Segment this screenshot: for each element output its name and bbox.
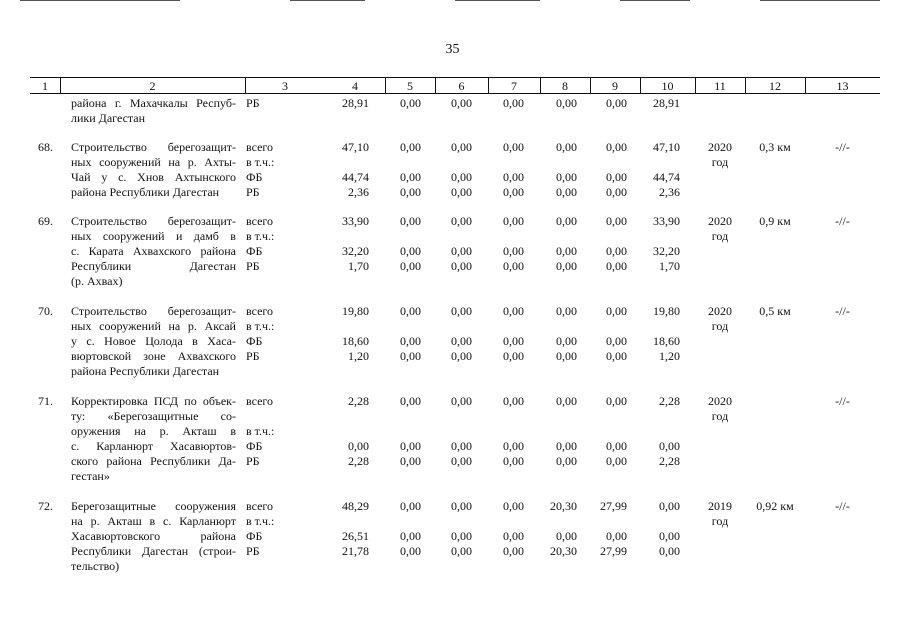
source-label: ФБ bbox=[246, 439, 263, 453]
value-col-8: 0,00 bbox=[556, 214, 577, 228]
object-name-word: с. bbox=[118, 170, 127, 184]
object-name-line bbox=[71, 499, 236, 514]
object-name-line bbox=[71, 424, 236, 439]
object-name-word: Дагестан bbox=[141, 544, 189, 558]
value-col-7: 0,00 bbox=[503, 544, 524, 558]
header-top-rule bbox=[30, 77, 880, 78]
source-label: в т.ч.: bbox=[246, 319, 275, 333]
object-name-word: Ахвахского bbox=[132, 244, 192, 258]
completion-year: год bbox=[711, 514, 729, 528]
object-name-word: Карата bbox=[88, 244, 124, 258]
scan-edge-line bbox=[290, 0, 365, 1]
completion-year: 2020 bbox=[708, 394, 732, 408]
source-label: в т.ч.: bbox=[246, 229, 275, 243]
completion-year: 2020 bbox=[708, 214, 732, 228]
source-label: РБ bbox=[246, 544, 260, 558]
value-col-6: 0,00 bbox=[451, 304, 472, 318]
object-name-word: г. bbox=[114, 96, 122, 110]
ditto-mark: -//- bbox=[835, 304, 850, 318]
completion-year: год bbox=[711, 409, 729, 423]
object-name-word: в bbox=[230, 424, 236, 438]
object-name-word: Хнов bbox=[137, 170, 164, 184]
value-col-8: 0,00 bbox=[556, 96, 577, 110]
completion-year: 2020 bbox=[708, 140, 732, 154]
completion-year: 2019 bbox=[708, 499, 732, 513]
object-name-word: р. bbox=[90, 514, 100, 528]
value-col-10: 0,00 bbox=[659, 544, 680, 558]
object-name-word: Строительство bbox=[71, 304, 147, 318]
object-name-word: ского bbox=[71, 454, 99, 468]
object-name-word: с. bbox=[71, 439, 80, 453]
object-name-word: Карланюрт bbox=[179, 514, 236, 528]
header-column-separator bbox=[60, 77, 61, 93]
object-name-word: по bbox=[184, 394, 197, 408]
object-name-line bbox=[71, 244, 236, 259]
column-header-11: 11 bbox=[714, 79, 726, 93]
object-name-word: на bbox=[71, 514, 83, 528]
value-col-9: 0,00 bbox=[606, 304, 627, 318]
value-col-10: 28,91 bbox=[653, 96, 680, 110]
object-name-word: Хаса- bbox=[207, 334, 236, 348]
source-label: всего bbox=[246, 499, 274, 513]
source-label: РБ bbox=[246, 96, 260, 110]
value-col-5: 0,00 bbox=[400, 214, 421, 228]
column-header-13: 13 bbox=[836, 79, 849, 93]
value-col-7: 0,00 bbox=[503, 244, 524, 258]
ditto-mark: -//- bbox=[835, 499, 850, 513]
source-label: РБ bbox=[246, 185, 260, 199]
object-name-line: тельство) bbox=[71, 559, 120, 573]
object-name-word: вюртовской bbox=[71, 349, 132, 363]
object-name-word: на bbox=[168, 155, 181, 169]
object-name-word: ных bbox=[71, 155, 92, 169]
value-col-7: 0,00 bbox=[503, 454, 524, 468]
object-name-word: сооружений bbox=[99, 155, 161, 169]
object-name-word: р. bbox=[187, 319, 197, 333]
source-label: РБ bbox=[246, 454, 260, 468]
object-name-word: (строи- bbox=[198, 544, 236, 558]
object-name-line: лики Дагестан bbox=[71, 111, 146, 125]
column-header-8: 8 bbox=[562, 79, 568, 93]
value-col-10: 44,74 bbox=[653, 170, 680, 184]
scan-edge-line bbox=[455, 0, 540, 1]
value-col-9: 27,99 bbox=[600, 499, 627, 513]
value-col-10: 0,00 bbox=[659, 439, 680, 453]
source-label: РБ bbox=[246, 259, 260, 273]
object-name-line bbox=[71, 214, 236, 229]
value-col-5: 0,00 bbox=[400, 544, 421, 558]
object-name-word: Ахвахского bbox=[177, 349, 236, 363]
object-name-line bbox=[71, 544, 236, 559]
column-header-4: 4 bbox=[352, 79, 358, 93]
value-col-4: 2,28 bbox=[348, 454, 369, 468]
row-number: 69. bbox=[38, 214, 53, 228]
column-header-12: 12 bbox=[769, 79, 781, 93]
object-name-word: Республики bbox=[150, 454, 211, 468]
value-col-5: 0,00 bbox=[400, 349, 421, 363]
value-col-7: 0,00 bbox=[503, 529, 524, 543]
value-col-6: 0,00 bbox=[451, 96, 472, 110]
object-name-line bbox=[71, 349, 236, 364]
object-name-word: района bbox=[200, 529, 236, 543]
object-name-word: и bbox=[175, 229, 183, 243]
value-col-7: 0,00 bbox=[503, 170, 524, 184]
value-col-9: 0,00 bbox=[606, 334, 627, 348]
value-col-8: 0,00 bbox=[556, 334, 577, 348]
value-col-9: 0,00 bbox=[606, 214, 627, 228]
value-col-7: 0,00 bbox=[503, 185, 524, 199]
header-column-separator bbox=[805, 77, 806, 93]
value-col-10: 47,10 bbox=[653, 140, 680, 154]
value-col-9: 0,00 bbox=[606, 394, 627, 408]
scan-edge-line bbox=[760, 0, 880, 1]
column-header-10: 10 bbox=[661, 79, 674, 93]
value-col-9: 0,00 bbox=[606, 140, 627, 154]
source-label: ФБ bbox=[246, 334, 263, 348]
object-name-word: района bbox=[200, 244, 236, 258]
header-bottom-rule bbox=[30, 93, 880, 94]
value-col-5: 0,00 bbox=[400, 140, 421, 154]
object-name-line bbox=[71, 259, 236, 274]
value-col-4: 1,70 bbox=[348, 259, 369, 273]
ditto-mark: -//- bbox=[835, 214, 850, 228]
row-number: 70. bbox=[38, 304, 53, 318]
object-name-word: Чай bbox=[71, 170, 91, 184]
ditto-mark: -//- bbox=[835, 394, 850, 408]
value-col-10: 1,20 bbox=[659, 349, 680, 363]
object-name-word: ных bbox=[71, 229, 92, 243]
source-label: всего bbox=[246, 304, 274, 318]
ditto-mark: -//- bbox=[835, 140, 850, 154]
object-name-word: на bbox=[168, 319, 181, 333]
capacity-value: 0,92 км bbox=[756, 499, 794, 513]
value-col-6: 0,00 bbox=[451, 499, 472, 513]
object-name-line bbox=[71, 229, 236, 244]
object-name-word: Ахтынского bbox=[174, 170, 236, 184]
object-name-line bbox=[71, 96, 236, 111]
header-column-separator bbox=[640, 77, 641, 93]
row-number: 71. bbox=[38, 394, 53, 408]
value-col-7: 0,00 bbox=[503, 140, 524, 154]
value-col-6: 0,00 bbox=[451, 140, 472, 154]
value-col-7: 0,00 bbox=[503, 96, 524, 110]
value-col-5: 0,00 bbox=[400, 96, 421, 110]
value-col-4: 26,51 bbox=[342, 529, 369, 543]
value-col-10: 0,00 bbox=[659, 499, 680, 513]
value-col-5: 0,00 bbox=[400, 244, 421, 258]
object-name-word: Республики bbox=[71, 259, 132, 273]
value-col-6: 0,00 bbox=[451, 259, 472, 273]
column-header-5: 5 bbox=[407, 79, 413, 93]
value-col-6: 0,00 bbox=[451, 454, 472, 468]
value-col-8: 0,00 bbox=[556, 529, 577, 543]
column-header-7: 7 bbox=[511, 79, 517, 93]
object-name-word: «Берегозащитные bbox=[107, 409, 199, 423]
column-header-1: 1 bbox=[42, 79, 48, 93]
object-name-word: с. bbox=[163, 514, 172, 528]
value-col-10: 33,90 bbox=[653, 214, 680, 228]
value-col-6: 0,00 bbox=[451, 349, 472, 363]
column-header-9: 9 bbox=[612, 79, 618, 93]
value-col-6: 0,00 bbox=[451, 244, 472, 258]
value-col-5: 0,00 bbox=[400, 259, 421, 273]
object-name-line bbox=[71, 454, 236, 469]
object-name-line bbox=[71, 394, 236, 409]
value-col-4: 18,60 bbox=[342, 334, 369, 348]
value-col-6: 0,00 bbox=[451, 544, 472, 558]
value-col-4: 28,91 bbox=[342, 96, 369, 110]
value-col-9: 0,00 bbox=[606, 170, 627, 184]
object-name-word: Махачкалы bbox=[129, 96, 188, 110]
value-col-6: 0,00 bbox=[451, 214, 472, 228]
object-name-word: района bbox=[71, 96, 107, 110]
object-name-word: Респуб- bbox=[196, 96, 236, 110]
source-label: ФБ bbox=[246, 529, 263, 543]
source-label: всего bbox=[246, 140, 274, 154]
value-col-9: 0,00 bbox=[606, 96, 627, 110]
object-name-line: гестан» bbox=[71, 469, 110, 483]
value-col-5: 0,00 bbox=[400, 185, 421, 199]
value-col-5: 0,00 bbox=[400, 304, 421, 318]
value-col-4: 21,78 bbox=[342, 544, 369, 558]
value-col-4: 48,29 bbox=[342, 499, 369, 513]
capacity-value: 0,5 км bbox=[759, 304, 791, 318]
object-name-word: в bbox=[149, 514, 156, 528]
object-name-word: со- bbox=[220, 409, 236, 423]
value-col-4: 2,36 bbox=[348, 185, 369, 199]
object-name-word: объек- bbox=[202, 394, 236, 408]
object-name-line: района Республики Дагестан bbox=[71, 185, 220, 199]
object-name-word: у bbox=[71, 334, 77, 348]
value-col-5: 0,00 bbox=[400, 439, 421, 453]
object-name-word: оружения bbox=[71, 424, 121, 438]
value-col-6: 0,00 bbox=[451, 529, 472, 543]
value-col-9: 0,00 bbox=[606, 349, 627, 363]
object-name-word: в bbox=[192, 334, 198, 348]
object-name-word: Акташ bbox=[107, 514, 142, 528]
header-column-separator bbox=[435, 77, 436, 93]
value-col-10: 32,20 bbox=[653, 244, 680, 258]
source-label: ФБ bbox=[246, 244, 263, 258]
object-name-word: р. bbox=[159, 424, 169, 438]
value-col-7: 0,00 bbox=[503, 394, 524, 408]
object-name-word: дамб bbox=[193, 229, 219, 243]
capacity-value: 0,3 км bbox=[759, 140, 791, 154]
column-header-2: 2 bbox=[149, 79, 156, 93]
object-name-word: Новое bbox=[104, 334, 136, 348]
value-col-5: 0,00 bbox=[400, 454, 421, 468]
source-label: всего bbox=[246, 214, 274, 228]
value-col-9: 0,00 bbox=[606, 259, 627, 273]
source-label: в т.ч.: bbox=[246, 155, 275, 169]
object-name-word: Строительство bbox=[71, 140, 147, 154]
object-name-word: Республики bbox=[71, 544, 132, 558]
value-col-9: 0,00 bbox=[606, 185, 627, 199]
value-col-10: 2,28 bbox=[659, 394, 680, 408]
object-name-word: сооружения bbox=[175, 499, 236, 513]
object-name-line: района Республики Дагестан bbox=[71, 364, 220, 378]
header-column-separator bbox=[245, 77, 246, 93]
object-name-word: зоне bbox=[143, 349, 166, 363]
value-col-10: 18,60 bbox=[653, 334, 680, 348]
object-name-word: Ахты- bbox=[204, 155, 236, 169]
object-name-word: на bbox=[134, 424, 146, 438]
object-name-word: Берегозащитные bbox=[71, 499, 156, 513]
header-column-separator bbox=[695, 77, 696, 93]
value-col-8: 0,00 bbox=[556, 304, 577, 318]
header-column-separator bbox=[590, 77, 591, 93]
column-header-6: 6 bbox=[458, 79, 465, 93]
value-col-10: 1,70 bbox=[659, 259, 680, 273]
value-col-4: 33,90 bbox=[342, 214, 369, 228]
object-name-word: Хасавюртов- bbox=[169, 439, 236, 453]
object-name-line bbox=[71, 334, 236, 349]
object-name-word: Дагестан bbox=[189, 259, 236, 273]
object-name-word: у bbox=[101, 170, 108, 184]
object-name-word: берегозащит- bbox=[167, 214, 236, 228]
value-col-8: 20,30 bbox=[550, 544, 577, 558]
object-name-line: (р. Ахвах) bbox=[71, 274, 123, 288]
value-col-4: 32,20 bbox=[342, 244, 369, 258]
source-label: ФБ bbox=[246, 170, 263, 184]
object-name-word: Аксай bbox=[204, 319, 236, 333]
header-column-separator bbox=[488, 77, 489, 93]
value-col-8: 0,00 bbox=[556, 140, 577, 154]
value-col-9: 0,00 bbox=[606, 454, 627, 468]
object-name-word: района bbox=[106, 454, 142, 468]
source-label: всего bbox=[246, 394, 274, 408]
value-col-8: 0,00 bbox=[556, 185, 577, 199]
value-col-4: 1,20 bbox=[348, 349, 369, 363]
value-col-8: 20,30 bbox=[550, 499, 577, 513]
object-name-line bbox=[71, 155, 236, 170]
source-label: РБ bbox=[246, 349, 260, 363]
header-column-separator bbox=[540, 77, 541, 93]
header-column-separator bbox=[385, 77, 386, 93]
header-column-separator bbox=[745, 77, 746, 93]
object-name-word: Корректировка bbox=[71, 394, 148, 408]
object-name-word: Цолода bbox=[145, 334, 183, 348]
object-name-line bbox=[71, 439, 236, 454]
object-name-word: берегозащит- bbox=[167, 140, 236, 154]
value-col-7: 0,00 bbox=[503, 499, 524, 513]
completion-year: 2020 bbox=[708, 304, 732, 318]
value-col-10: 0,00 bbox=[659, 529, 680, 543]
value-col-10: 2,36 bbox=[659, 185, 680, 199]
value-col-7: 0,00 bbox=[503, 214, 524, 228]
object-name-line bbox=[71, 409, 236, 424]
value-col-5: 0,00 bbox=[400, 499, 421, 513]
object-name-word: Акташ bbox=[182, 424, 217, 438]
value-col-9: 27,99 bbox=[600, 544, 627, 558]
value-col-5: 0,00 bbox=[400, 170, 421, 184]
column-header-3: 3 bbox=[282, 79, 288, 93]
completion-year: год bbox=[711, 229, 729, 243]
value-col-6: 0,00 bbox=[451, 439, 472, 453]
value-col-4: 44,74 bbox=[342, 170, 369, 184]
row-number: 68. bbox=[38, 140, 53, 154]
object-name-word: р. bbox=[187, 155, 197, 169]
object-name-word: сооружений bbox=[99, 319, 161, 333]
value-col-9: 0,00 bbox=[606, 244, 627, 258]
value-col-4: 47,10 bbox=[342, 140, 369, 154]
object-name-line bbox=[71, 170, 236, 185]
value-col-4: 2,28 bbox=[348, 394, 369, 408]
object-name-word: ПСД bbox=[153, 394, 179, 408]
object-name-word: в bbox=[230, 229, 236, 243]
value-col-8: 0,00 bbox=[556, 170, 577, 184]
object-name-line bbox=[71, 304, 236, 319]
value-col-7: 0,00 bbox=[503, 349, 524, 363]
completion-year: год bbox=[711, 319, 729, 333]
value-col-9: 0,00 bbox=[606, 529, 627, 543]
value-col-8: 0,00 bbox=[556, 244, 577, 258]
value-col-8: 0,00 bbox=[556, 454, 577, 468]
object-name-word: с. bbox=[86, 334, 95, 348]
completion-year: год bbox=[711, 155, 729, 169]
page-number: 35 bbox=[445, 42, 460, 57]
source-label: в т.ч.: bbox=[246, 424, 275, 438]
object-name-word: Хасавюртовского bbox=[71, 529, 161, 543]
value-col-8: 0,00 bbox=[556, 259, 577, 273]
value-col-6: 0,00 bbox=[451, 185, 472, 199]
row-number: 72. bbox=[38, 499, 53, 513]
object-name-word: с. bbox=[71, 244, 80, 258]
value-col-4: 19,80 bbox=[342, 304, 369, 318]
object-name-word: берегозащит- bbox=[167, 304, 236, 318]
value-col-8: 0,00 bbox=[556, 349, 577, 363]
capacity-value: 0,9 км bbox=[759, 214, 791, 228]
value-col-9: 0,00 bbox=[606, 439, 627, 453]
object-name-word: Да- bbox=[218, 454, 236, 468]
value-col-5: 0,00 bbox=[400, 394, 421, 408]
value-col-6: 0,00 bbox=[451, 334, 472, 348]
value-col-7: 0,00 bbox=[503, 439, 524, 453]
object-name-word: ту: bbox=[71, 409, 86, 423]
object-name-word: Карланюрт bbox=[96, 439, 154, 453]
value-col-7: 0,00 bbox=[503, 334, 524, 348]
value-col-10: 19,80 bbox=[653, 304, 680, 318]
object-name-line bbox=[71, 140, 236, 155]
value-col-8: 0,00 bbox=[556, 439, 577, 453]
scan-edge-line bbox=[620, 0, 690, 1]
value-col-5: 0,00 bbox=[400, 334, 421, 348]
object-name-line bbox=[71, 319, 236, 334]
scan-edge-line bbox=[20, 0, 180, 1]
value-col-7: 0,00 bbox=[503, 259, 524, 273]
source-label: в т.ч.: bbox=[246, 514, 275, 528]
value-col-5: 0,00 bbox=[400, 529, 421, 543]
object-name-line bbox=[71, 514, 236, 529]
object-name-word: сооружений bbox=[102, 229, 165, 243]
value-col-7: 0,00 bbox=[503, 304, 524, 318]
value-col-6: 0,00 bbox=[451, 394, 472, 408]
object-name-word: ных bbox=[71, 319, 92, 333]
value-col-10: 2,28 bbox=[659, 454, 680, 468]
object-name-line bbox=[71, 529, 236, 544]
object-name-word: Строительство bbox=[71, 214, 147, 228]
value-col-8: 0,00 bbox=[556, 394, 577, 408]
value-col-6: 0,00 bbox=[451, 170, 472, 184]
value-col-4: 0,00 bbox=[348, 439, 369, 453]
